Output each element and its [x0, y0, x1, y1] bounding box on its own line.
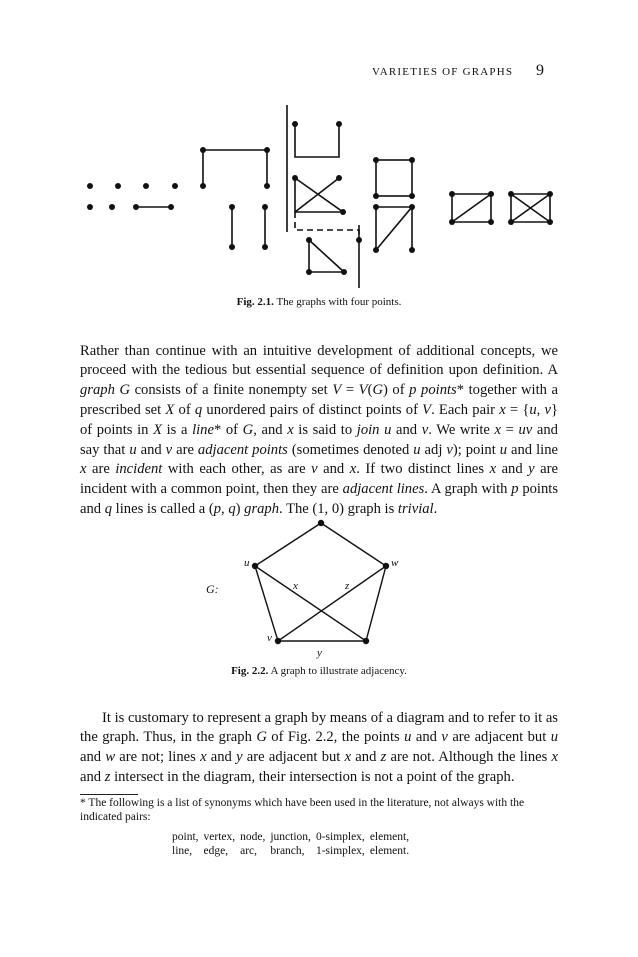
- text-run: q: [228, 500, 236, 517]
- graph-path-4: [295, 124, 339, 157]
- paragraph-definition: [80, 342, 558, 520]
- text-run: line: [192, 421, 214, 438]
- text-run: q: [104, 500, 113, 517]
- text-run: ): [235, 500, 245, 517]
- text-run: are incident with a common point, then they are: [80, 461, 558, 498]
- text-run: (sometimes denoted: [287, 441, 414, 458]
- text-run: Rather than continue with an intuitive development of additional concepts, we proceed with the tedious but essential sequence of definition upon definition. A: [80, 342, 558, 379]
- text-run: consists of a finite nonempty set: [130, 382, 333, 399]
- synonym-cell: 1-simplex,: [315, 845, 365, 857]
- text-run: ,: [221, 500, 229, 517]
- text-run: join u: [356, 421, 392, 438]
- graph-point: [336, 175, 342, 181]
- graph-triangle-pendant: [376, 207, 412, 250]
- point-label-v: v: [267, 632, 272, 644]
- graph-point: [409, 204, 415, 210]
- graph-point: [172, 183, 178, 189]
- synonym-cell: element,: [369, 831, 410, 843]
- point-label-u: u: [244, 557, 250, 569]
- graph-point: [168, 204, 174, 210]
- text-run: ) of: [382, 382, 410, 399]
- graph-point: [488, 191, 494, 197]
- text-run: x: [287, 421, 294, 438]
- figure-2-2-caption: [0, 665, 638, 677]
- text-run: u: [550, 729, 559, 746]
- figure-2-1-caption: [0, 296, 638, 308]
- page-header: [372, 62, 572, 84]
- figure-label: Fig. 2.1.: [236, 296, 274, 308]
- text-run: G: [242, 421, 254, 438]
- text-run: are: [86, 461, 116, 478]
- graph-point: [508, 219, 514, 225]
- graph-point: [109, 204, 115, 210]
- text-run: V: [332, 382, 342, 399]
- graph-point-u: [252, 563, 258, 569]
- text-run: ); point: [452, 441, 500, 458]
- text-run: incident: [115, 461, 163, 478]
- synonym-cell: edge,: [203, 845, 229, 857]
- text-run: y: [236, 749, 243, 766]
- text-run: and: [391, 421, 422, 438]
- text-run: * together with a prescribed set: [80, 382, 559, 418]
- text-run: points and: [80, 481, 559, 517]
- graph-k4: [511, 194, 550, 222]
- line-label-x: x: [293, 580, 298, 592]
- graph-point: [508, 191, 514, 197]
- text-run: and line: [507, 441, 558, 458]
- text-run: . Each pair: [431, 401, 500, 418]
- line-label-z: z: [345, 580, 350, 592]
- graph-point: [356, 237, 362, 243]
- text-run: X: [165, 401, 175, 418]
- text-run: is a: [161, 421, 193, 438]
- footnote-rule: [80, 794, 138, 795]
- graph-point: [547, 191, 553, 197]
- text-run: graph: [244, 500, 280, 517]
- synonym-row: [172, 830, 414, 844]
- graph-point: [336, 121, 342, 127]
- text-run: x: [489, 461, 497, 478]
- graph-point: [373, 247, 379, 253]
- text-run: trivial: [397, 500, 434, 517]
- graph-point: [373, 193, 379, 199]
- graph-point: [363, 638, 369, 644]
- text-run: u: [529, 401, 537, 418]
- graph-point: [292, 121, 298, 127]
- graph-path-3: [203, 150, 267, 186]
- graph-point: [449, 219, 455, 225]
- text-run: . The (1, 0) graph is: [279, 500, 398, 517]
- graph-point: [488, 219, 494, 225]
- graph-name-label: G:: [206, 582, 219, 596]
- text-run: =: [341, 382, 359, 399]
- dashed-connector: [295, 212, 359, 240]
- graph-point: [262, 204, 268, 210]
- text-run: and: [411, 729, 442, 746]
- text-run: v: [311, 461, 318, 478]
- text-run: . If two distinct lines: [356, 461, 490, 478]
- text-run: .: [433, 500, 438, 517]
- text-run: =: [501, 421, 519, 438]
- text-run: . A graph with: [424, 481, 512, 498]
- synonym-cell: line,: [172, 845, 193, 857]
- graph-point: [306, 269, 312, 275]
- text-run: are adjacent but: [242, 749, 345, 766]
- graph-line: [278, 566, 386, 641]
- graph-point: [143, 183, 149, 189]
- graph-point: [373, 204, 379, 210]
- text-run: adjacent points: [197, 441, 288, 458]
- graph-line: [255, 523, 321, 566]
- text-run: adj: [420, 441, 447, 458]
- text-run: x: [80, 461, 87, 478]
- text-run: are not. Although the lines: [386, 749, 552, 766]
- text-run: are not; lines: [115, 749, 201, 766]
- synonym-cell: element.: [369, 845, 410, 857]
- figure-label: Fig. 2.2.: [231, 665, 269, 677]
- text-run: with each other, as are: [162, 461, 312, 478]
- text-run: of: [174, 401, 195, 418]
- synonym-cell: 0-simplex,: [315, 831, 365, 843]
- text-run: u: [413, 441, 421, 458]
- synonym-cell: node,: [240, 831, 266, 843]
- text-run: u: [499, 441, 508, 458]
- synonym-row: [172, 844, 414, 858]
- synonym-cell: junction,: [270, 831, 311, 843]
- graph-line: [255, 566, 278, 641]
- text-run: of Fig. 2.2, the points: [266, 729, 405, 746]
- graph-point: [87, 183, 93, 189]
- text-run: and: [351, 749, 381, 766]
- synonym-cell: point,: [172, 831, 199, 843]
- text-run: = {: [505, 401, 530, 418]
- page-number: 9: [536, 62, 544, 79]
- text-run: and: [80, 749, 106, 766]
- graph-point: [409, 157, 415, 163]
- text-run: q: [194, 401, 203, 418]
- text-run: p: [511, 481, 519, 498]
- graph-point: [264, 183, 270, 189]
- text-run: v: [544, 401, 551, 418]
- synonym-cell: arc,: [240, 845, 258, 857]
- line-label-y: y: [317, 647, 322, 659]
- text-run: lines is called a (: [112, 500, 214, 517]
- synonym-table: [172, 830, 414, 858]
- text-run: and: [80, 768, 105, 785]
- text-run: x: [551, 749, 558, 766]
- text-run: x: [499, 401, 506, 418]
- text-run: ,: [536, 401, 545, 418]
- graph-point: [229, 204, 235, 210]
- graph-point: [409, 193, 415, 199]
- synonym-cell: vertex,: [203, 831, 236, 843]
- graph-line: [255, 566, 366, 641]
- caption-text: A graph to illustrate adjacency.: [270, 665, 407, 677]
- graph-point-w: [383, 563, 389, 569]
- text-run: graph G: [80, 382, 130, 399]
- text-run: G: [256, 729, 267, 746]
- graph-point: [341, 269, 347, 275]
- text-run: x: [494, 421, 502, 438]
- caption-text: The graphs with four points.: [276, 296, 402, 308]
- text-run: } of points in: [80, 401, 558, 438]
- graph-point: [87, 204, 93, 210]
- text-run: and: [317, 461, 350, 478]
- graph-point: [373, 157, 379, 163]
- graph-point: [133, 204, 139, 210]
- text-run: v: [441, 729, 448, 746]
- text-run: intersect in the diagram, their intersection is not a point of the graph.: [110, 768, 515, 785]
- graph-point: [115, 183, 121, 189]
- text-run: v: [421, 421, 429, 438]
- graph-line: [321, 523, 386, 566]
- text-run: and say that: [80, 421, 558, 458]
- text-run: V: [422, 401, 432, 418]
- text-run: uv: [518, 421, 533, 438]
- text-run: x: [200, 749, 207, 766]
- synonym-cell: branch,: [270, 845, 305, 857]
- footnote-text: * The following is a list of synonyms which have been used in the literature, not always with the indicated pairs:: [80, 797, 525, 823]
- graph-point: [306, 237, 312, 243]
- text-run: unordered pairs of distinct points of: [202, 401, 423, 418]
- text-run: and: [496, 461, 529, 478]
- graph-point: [229, 244, 235, 250]
- figure-2-1: [80, 100, 560, 290]
- graph-cycle-4: [376, 160, 412, 196]
- text-run: and: [136, 441, 166, 458]
- text-run: z: [104, 768, 111, 785]
- graph-point: [449, 191, 455, 197]
- text-run: y: [528, 461, 535, 478]
- graph-point: [262, 244, 268, 250]
- text-run: p: [213, 500, 222, 517]
- graph-star-triangle: [295, 178, 343, 212]
- text-run: x: [349, 461, 357, 478]
- point-label-w: w: [391, 557, 399, 569]
- text-run: u: [404, 729, 412, 746]
- text-run: It is customary to represent a graph by means of a diagram and to refer to it as the graph. Thus, in the graph: [80, 709, 558, 746]
- text-run: x: [344, 749, 352, 766]
- text-run: is said to: [293, 421, 357, 438]
- graph-point: [547, 219, 553, 225]
- text-run: w: [105, 749, 116, 766]
- graph-point: [409, 247, 415, 253]
- text-run: are adjacent but: [447, 729, 551, 746]
- graph-point: [264, 147, 270, 153]
- running-head: VARIETIES OF GRAPHS: [372, 66, 514, 78]
- text-run: p points: [409, 382, 457, 399]
- text-run: (: [367, 382, 373, 399]
- text-run: X: [153, 421, 162, 438]
- text-run: v: [165, 441, 173, 458]
- graph-point: [340, 209, 346, 215]
- text-run: z: [380, 749, 387, 766]
- text-run: G: [372, 382, 383, 399]
- text-run: adjacent lines: [342, 481, 425, 498]
- graph-point: [200, 183, 206, 189]
- text-run: , and: [253, 421, 288, 438]
- paragraph-representation: [80, 709, 558, 788]
- text-run: * of: [213, 421, 243, 438]
- text-run: V: [358, 382, 368, 399]
- graph-point-v: [275, 638, 281, 644]
- text-run: v: [446, 441, 453, 458]
- graph-point: [292, 175, 298, 181]
- text-run: . We write: [428, 421, 495, 438]
- text-run: and: [206, 749, 237, 766]
- text-run: are: [172, 441, 198, 458]
- figure-2-2: [180, 515, 420, 665]
- graph-k4-minus-edge: [452, 194, 491, 222]
- graph-point: [200, 147, 206, 153]
- graph-point: [318, 520, 324, 526]
- graph-triangle: [309, 240, 344, 272]
- text-run: u: [129, 441, 137, 458]
